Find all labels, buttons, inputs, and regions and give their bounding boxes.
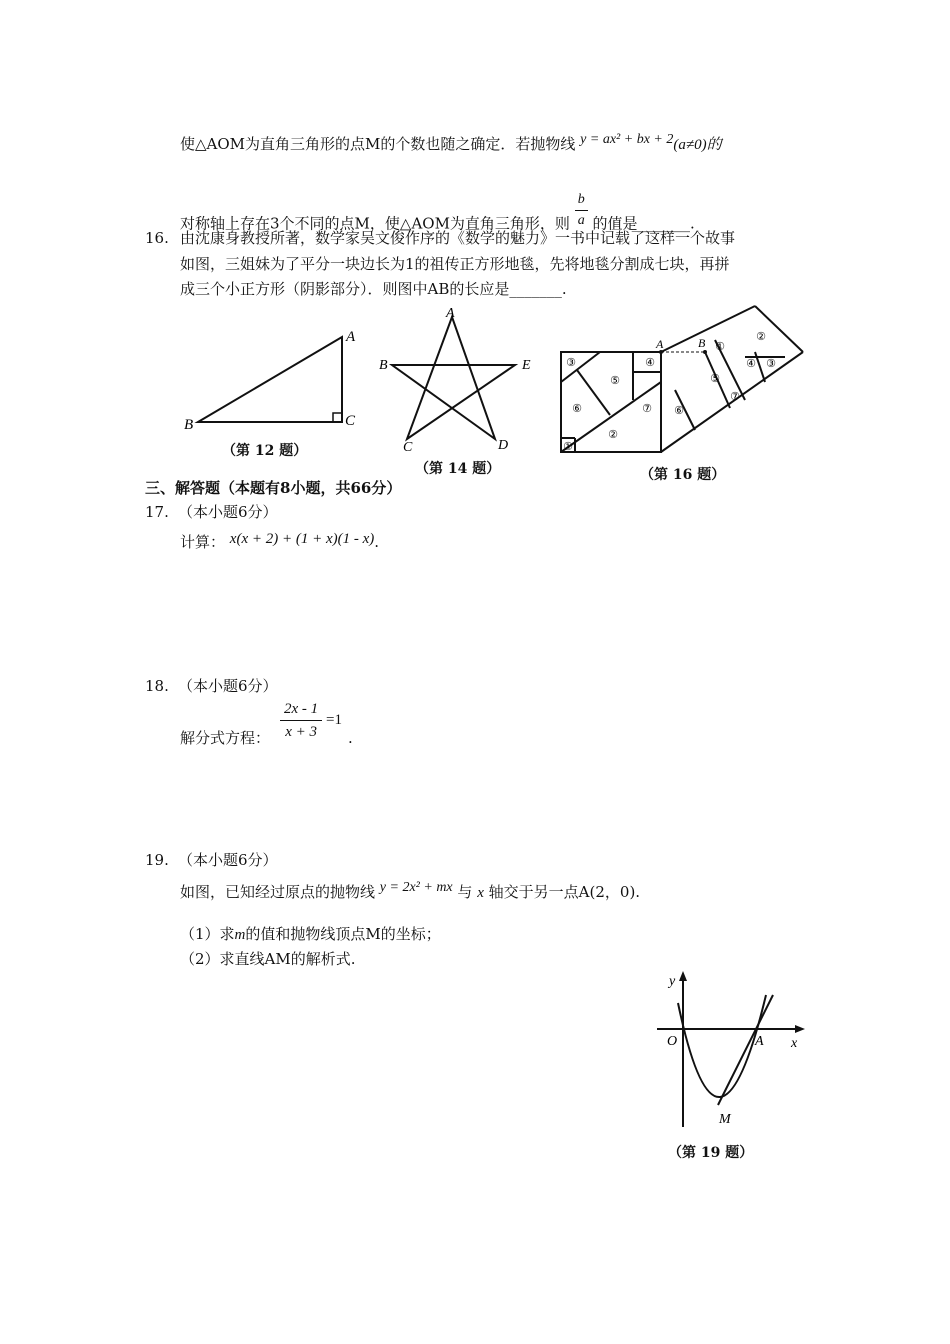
svg-text:⑤: ⑤ <box>610 375 620 387</box>
fig12-caption: （第 12 题） <box>222 443 308 459</box>
fig19-label-x: x <box>791 1036 798 1051</box>
line-am <box>718 995 773 1105</box>
fig12-label-a: A <box>346 329 356 345</box>
fig14-label-b: B <box>379 358 388 373</box>
q19-number: 19. <box>145 851 169 869</box>
fig14-label-d: D <box>498 438 509 453</box>
fig16-caption: （第 16 题） <box>640 467 726 483</box>
svg-text:⑥: ⑥ <box>572 403 582 415</box>
svg-text:⑤: ⑤ <box>710 373 720 385</box>
fig14-label-e: E <box>522 358 531 373</box>
q18-rhs: =1 <box>326 712 342 728</box>
q18-prompt: 解分式方程： <box>180 729 271 747</box>
right-angle-mark <box>333 413 342 422</box>
svg-text:④: ④ <box>645 357 655 369</box>
q17-body: 计算： x(x + 2) + (1 + x)(1 - x). <box>180 531 380 551</box>
fig14-caption: （第 14 题） <box>415 461 501 477</box>
q19-line1: 如图，已知经过原点的抛物线 y = 2x² + mx 与 x 轴交于另一点A(2，0). <box>180 880 641 901</box>
svg-text:②: ② <box>756 331 766 343</box>
svg-text:②: ② <box>608 429 618 441</box>
svg-text:⑦: ⑦ <box>730 391 740 403</box>
fig12-label-b: B <box>184 417 194 433</box>
fig19-label-o: O <box>667 1034 678 1049</box>
q17-head: （本小题6分） <box>178 503 278 521</box>
fig16-label-b: B <box>698 336 706 350</box>
fig16-label-a: A <box>656 337 664 351</box>
svg-text:①: ① <box>715 341 725 353</box>
svg-text:③: ③ <box>566 357 576 369</box>
fig19-label-a: A <box>755 1034 764 1049</box>
q19-head: （本小题6分） <box>178 851 278 869</box>
figure-14 <box>375 305 545 455</box>
q16-line1: 由沈康身教授所著，数学家吴文俊作序的《数学的魅力》一书中记载了这样一个故事 <box>180 229 736 247</box>
fig19-caption: （第 19 题） <box>668 1145 754 1161</box>
figure-12 <box>178 325 368 435</box>
q16-number: 16. <box>145 229 169 247</box>
q17-number: 17. <box>145 503 169 521</box>
q16-line3: 成三个小正方形（阴影部分）．则图中AB的长应是_______. <box>180 280 567 298</box>
q17-expression: x(x + 2) + (1 + x)(1 - x) <box>229 531 375 547</box>
triangle-abc <box>198 337 342 422</box>
q15-line2: 对称轴上存在3个不同的点M，使△AOM为直角三角形，则 $\frac{b}{a}$ 的值是_______. <box>180 192 695 233</box>
q15-line1: 使△AOM为直角三角形的点M的个数也随之确定．若抛物线 y = ax² + bx + 2(a≠0)的 <box>180 132 722 153</box>
q18-number: 18. <box>145 677 169 695</box>
parabola <box>678 995 766 1097</box>
q15-fraction: $\frac{b}{a}$ <box>575 190 588 231</box>
fig12-label-c: C <box>345 413 356 429</box>
q19-equation: y = 2x² + mx <box>379 880 453 895</box>
fig19-label-y: y <box>669 974 676 989</box>
svg-text:⑦: ⑦ <box>642 403 652 415</box>
pentagram <box>392 317 515 439</box>
figure-16 <box>555 300 810 460</box>
q19-sub1: （1）求m的值和抛物线顶点M的坐标； <box>180 925 441 943</box>
svg-text:④: ④ <box>746 358 756 370</box>
fig14-label-c: C <box>403 440 413 455</box>
section-3-title: 三、解答题（本题有8小题，共66分） <box>145 479 402 497</box>
fig14-label-a: A <box>446 306 455 321</box>
fig19-label-m: M <box>719 1112 731 1127</box>
q18-end: . <box>348 729 353 747</box>
q18-fraction: $\frac{2x - 1}{x + 3}$ <box>280 698 322 743</box>
svg-text:⑥: ⑥ <box>674 405 684 417</box>
q19-sub2: （2）求直线AM的解析式. <box>180 950 356 968</box>
figure-19 <box>645 965 815 1140</box>
svg-text:①: ① <box>563 441 573 453</box>
svg-text:③: ③ <box>766 358 776 370</box>
q18-head: （本小题6分） <box>178 677 278 695</box>
q15-equation: y = ax² + bx + 2 <box>580 132 674 147</box>
q16-line2: 如图，三姐妹为了平分一块边长为1的祖传正方形地毯，先将地毯分割成七块，再拼 <box>180 255 730 273</box>
